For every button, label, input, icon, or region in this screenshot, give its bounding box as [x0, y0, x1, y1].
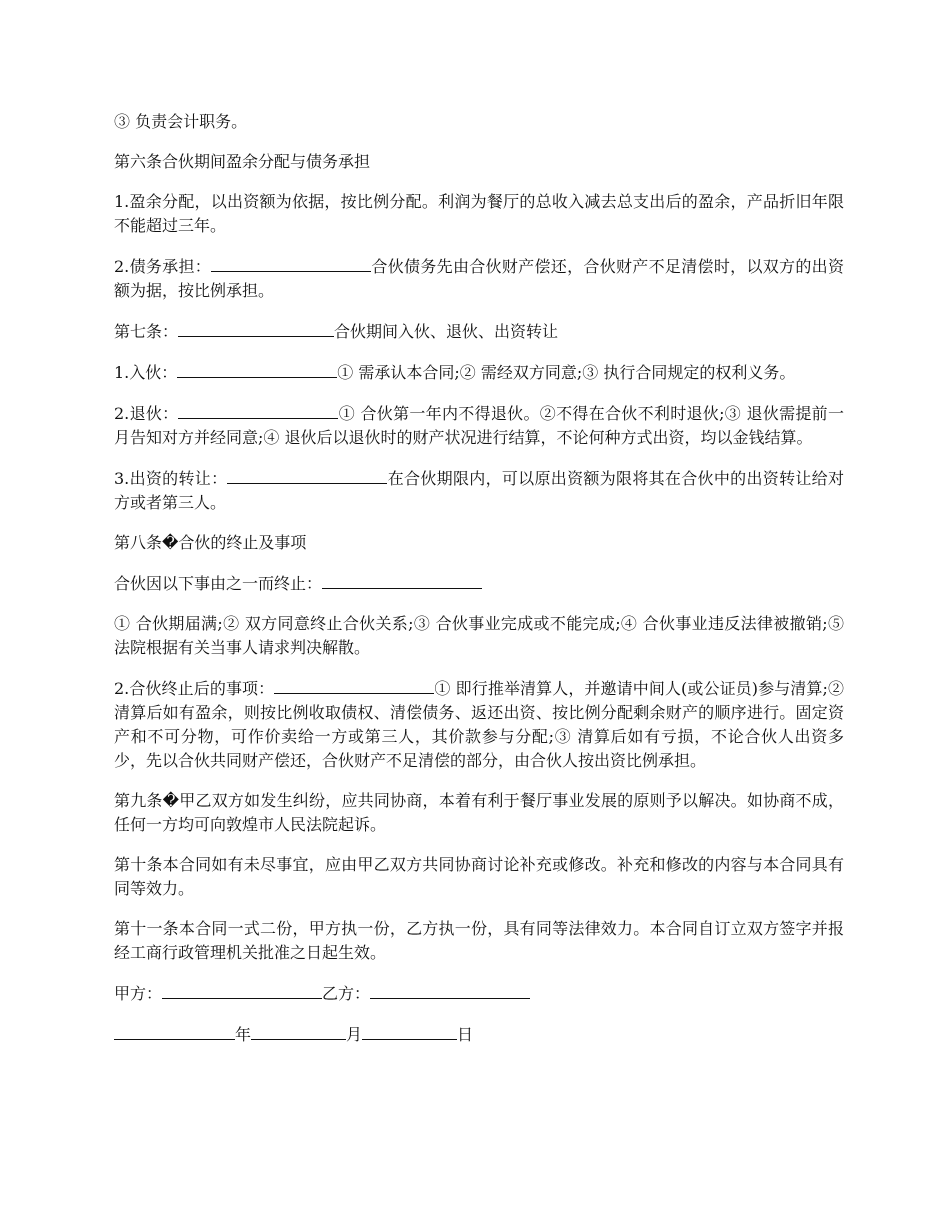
article-7-title [114, 319, 844, 344]
termination-cause-blank [322, 571, 482, 589]
article-7-joining [114, 360, 844, 385]
debt-bearing-label: 2.债务承担： [114, 257, 212, 276]
party-a-signature-blank [162, 981, 322, 999]
article-7-withdrawal [114, 401, 844, 450]
debt-bearing-text: 合伙债务先由合伙财产偿还，合伙财产不足清偿时，以双方的出资额为据，按比例承担。 [114, 257, 844, 300]
document-body [114, 110, 844, 1063]
debt-bearing-blank [211, 254, 371, 272]
article-8-termination-cause [114, 571, 844, 596]
joining-text: ① 需承认本合同;② 需经双方同意;③ 执行合同规定的权利义务。 [337, 363, 796, 382]
joining-label: 1.入伙： [114, 363, 178, 382]
day-label: 日 [457, 1025, 474, 1044]
capital-transfer-label: 3.出资的转让： [114, 469, 228, 488]
article-8-title: 第八条�合伙的终止及事项 [114, 533, 307, 552]
party-b-label: 乙方： [322, 984, 371, 1003]
joining-blank [177, 360, 337, 378]
article-6-debt-bearing [114, 254, 844, 303]
article-11: 第十一条本合同一式二份，甲方执一份，乙方执一份，具有同等法律效力。本合同自订立双方签字并报经工商行政管理机关批准之日起生效。 [114, 919, 844, 962]
article-6-title: 第六条合伙期间盈余分配与债务承担 [114, 152, 371, 171]
signature-row [114, 981, 844, 1006]
termination-cause-label: 合伙因以下事由之一而终止： [114, 574, 323, 593]
article-6-profit-distribution: 1.盈余分配，以出资额为依据，按比例分配。利润为餐厅的总收入减去总支出后的盈余，产品折旧年限不能超过三年。 [114, 192, 844, 235]
article-8-post-termination [114, 676, 844, 773]
party-a-label: 甲方： [114, 984, 163, 1003]
article-8-termination-list: ① 合伙期届满;② 双方同意终止合伙关系;③ 合伙事业完成或不能完成;④ 合伙事业违反法律被撤销;⑤ 法院根据有关当事人请求判决解散。 [114, 614, 844, 657]
accounting-duty-line: ③ 负责会计职务。 [114, 112, 248, 131]
post-termination-blank [274, 676, 434, 694]
article-10: 第十条本合同如有未尽事宜，应由甲乙双方共同协商讨论补充或修改。补充和修改的内容与本合同具有同等效力。 [114, 855, 844, 898]
withdrawal-blank [178, 401, 338, 419]
capital-transfer-text: 在合伙期限内，可以原出资额为限将其在合伙中的出资转让给对方或者第三人。 [114, 469, 844, 512]
day-blank [362, 1022, 457, 1040]
year-blank [114, 1022, 235, 1040]
article-7-capital-transfer [114, 466, 844, 515]
post-termination-text: ① 即行推举清算人，并邀请中间人(或公证员)参与清算;② 清算后如有盈余，则按比例收取债权、清偿债务、返还出资、按比例分配剩余财产的顺序进行。固定资产和不可分物，可作价卖给一方或第三人，其价款参与分配;③ 清算后如有亏损，不论合伙人出资多少，先以合伙共同财产偿还，合伙财产不足清偿的部分，由合伙人按出资比例承担。 [114, 679, 844, 770]
party-b-signature-blank [370, 981, 530, 999]
withdrawal-text: ① 合伙第一年内不得退伙。②不得在合伙不利时退伙;③ 退伙需提前一月告知对方并经同意;④ 退伙后以退伙时的财产状况进行结算，不论何种方式出资，均以金钱结算。 [114, 404, 844, 447]
date-row [114, 1022, 844, 1047]
article-7-label: 第七条： [114, 322, 179, 341]
capital-transfer-blank [227, 466, 387, 484]
article-7-text: 合伙期间入伙、退伙、出资转让 [334, 322, 559, 341]
month-label: 月 [346, 1025, 363, 1044]
withdrawal-label: 2.退伙： [114, 404, 179, 423]
article-7-blank [178, 319, 334, 337]
article-9: 第九条�甲乙双方如发生纠纷，应共同协商，本着有利于餐厅事业发展的原则予以解决。如协商不成，任何一方均可向敦煌市人民法院起诉。 [114, 791, 844, 834]
post-termination-label: 2.合伙终止后的事项： [114, 679, 275, 698]
month-blank [251, 1022, 346, 1040]
year-label: 年 [235, 1025, 252, 1044]
